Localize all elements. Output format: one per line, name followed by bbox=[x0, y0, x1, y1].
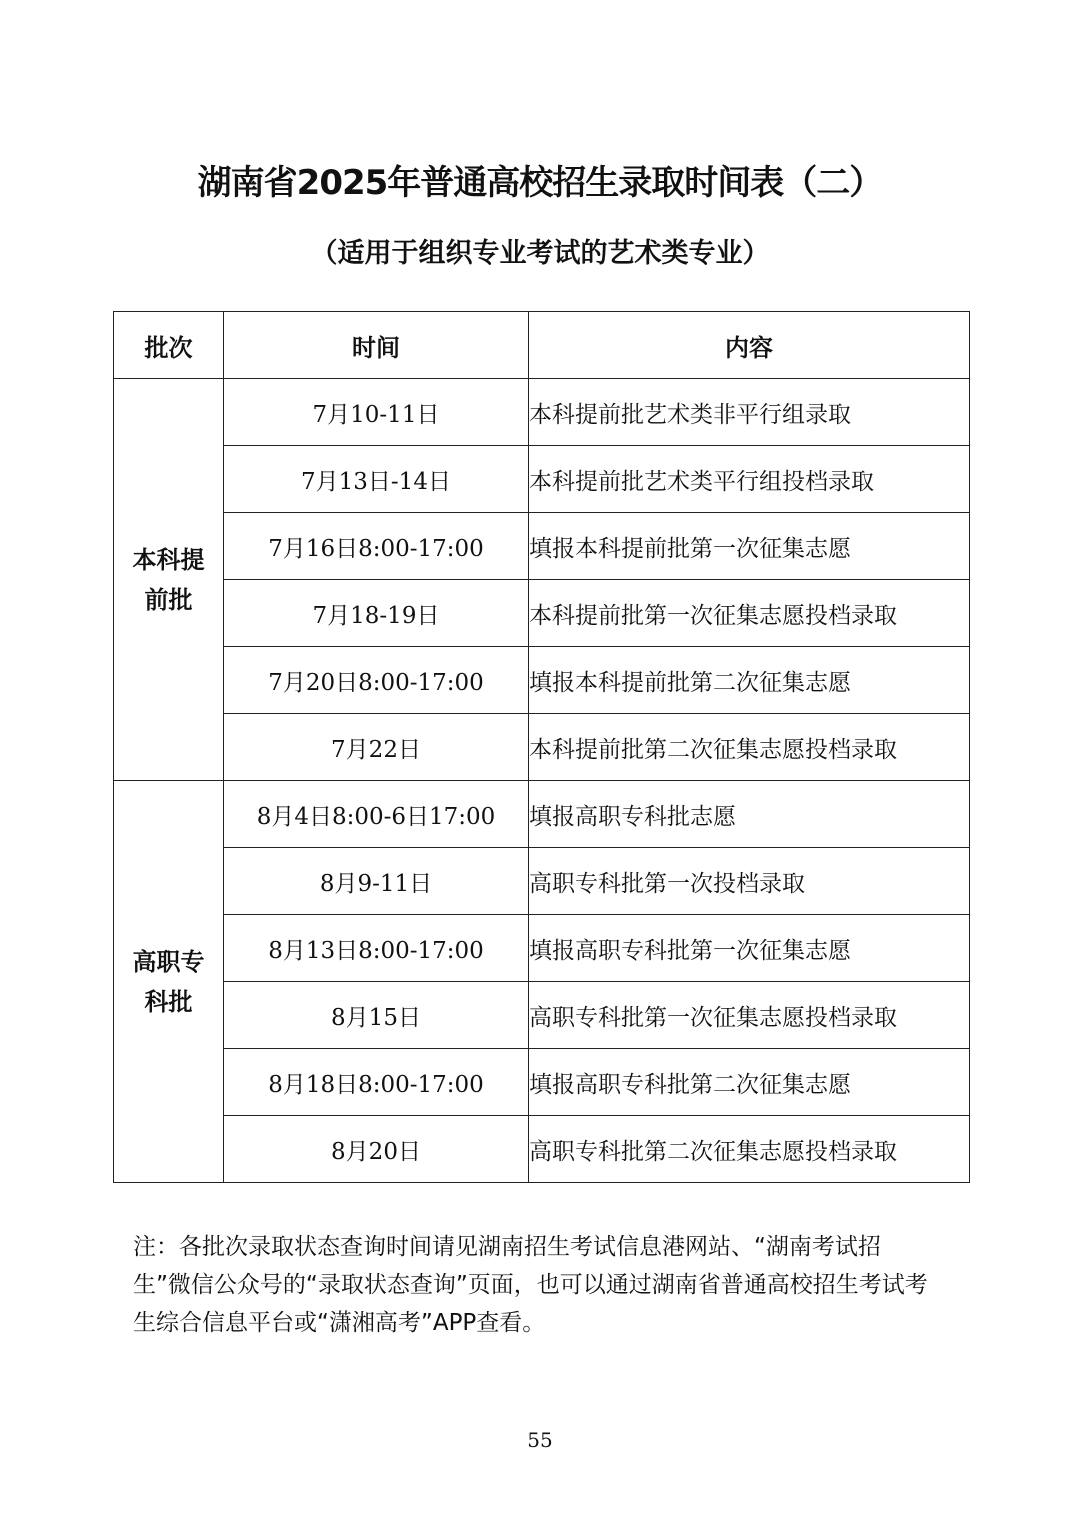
time-cell: 7月22日 bbox=[224, 714, 529, 781]
table-row bbox=[114, 379, 970, 446]
table-row bbox=[114, 982, 970, 1049]
header-content: 内容 bbox=[529, 312, 970, 379]
admission-schedule-table bbox=[113, 311, 970, 1183]
table-row bbox=[114, 781, 970, 848]
content-cell: 填报高职专科批第一次征集志愿 bbox=[529, 915, 970, 982]
batch-cell-undergraduate-early bbox=[114, 379, 224, 781]
content-cell: 高职专科批第一次征集志愿投档录取 bbox=[529, 982, 970, 1049]
time-cell: 7月13日-14日 bbox=[224, 446, 529, 513]
time-cell: 7月10-11日 bbox=[224, 379, 529, 446]
document-subtitle: （适用于组织专业考试的艺术类专业） bbox=[310, 238, 770, 269]
table-row bbox=[114, 1116, 970, 1183]
content-cell: 本科提前批第二次征集志愿投档录取 bbox=[529, 714, 970, 781]
time-cell: 7月18-19日 bbox=[224, 580, 529, 647]
batch-label: 高职专科批 bbox=[132, 947, 205, 1016]
time-cell: 8月15日 bbox=[224, 982, 529, 1049]
content-cell: 本科提前批艺术类平行组投档录取 bbox=[529, 446, 970, 513]
content-cell: 填报本科提前批第一次征集志愿 bbox=[529, 513, 970, 580]
time-cell: 8月18日8:00-17:00 bbox=[224, 1049, 529, 1116]
table-row bbox=[114, 915, 970, 982]
batch-label: 本科提前批 bbox=[132, 545, 205, 614]
time-cell: 7月16日8:00-17:00 bbox=[224, 513, 529, 580]
content-cell: 高职专科批第二次征集志愿投档录取 bbox=[529, 1116, 970, 1183]
table-row bbox=[114, 848, 970, 915]
table-row bbox=[114, 1049, 970, 1116]
content-cell: 本科提前批第一次征集志愿投档录取 bbox=[529, 580, 970, 647]
page-number: 55 bbox=[527, 1428, 553, 1452]
table-header-row bbox=[114, 312, 970, 379]
content-cell: 填报本科提前批第二次征集志愿 bbox=[529, 647, 970, 714]
content-cell: 填报高职专科批志愿 bbox=[529, 781, 970, 848]
time-cell: 8月20日 bbox=[224, 1116, 529, 1183]
time-cell: 8月13日8:00-17:00 bbox=[224, 915, 529, 982]
content-cell: 高职专科批第一次投档录取 bbox=[529, 848, 970, 915]
table-row bbox=[114, 714, 970, 781]
header-batch: 批次 bbox=[114, 312, 224, 379]
table-row bbox=[114, 446, 970, 513]
table-row bbox=[114, 647, 970, 714]
header-time: 时间 bbox=[224, 312, 529, 379]
table-row bbox=[114, 580, 970, 647]
table-row bbox=[114, 513, 970, 580]
footnote: 注：各批次录取状态查询时间请见湖南招生考试信息港网站、“湖南考试招生”微信公众号的“录取状态查询”页面，也可以通过湖南省普通高校招生考试考生综合信息平台或“潇湘高考”APP查看。 bbox=[133, 1234, 928, 1336]
time-cell: 8月4日8:00-6日17:00 bbox=[224, 781, 529, 848]
document-title: 湖南省2025年普通高校招生录取时间表（二） bbox=[197, 163, 883, 203]
time-cell: 7月20日8:00-17:00 bbox=[224, 647, 529, 714]
content-cell: 填报高职专科批第二次征集志愿 bbox=[529, 1049, 970, 1116]
content-cell: 本科提前批艺术类非平行组录取 bbox=[529, 379, 970, 446]
time-cell: 8月9-11日 bbox=[224, 848, 529, 915]
batch-cell-vocational bbox=[114, 781, 224, 1183]
